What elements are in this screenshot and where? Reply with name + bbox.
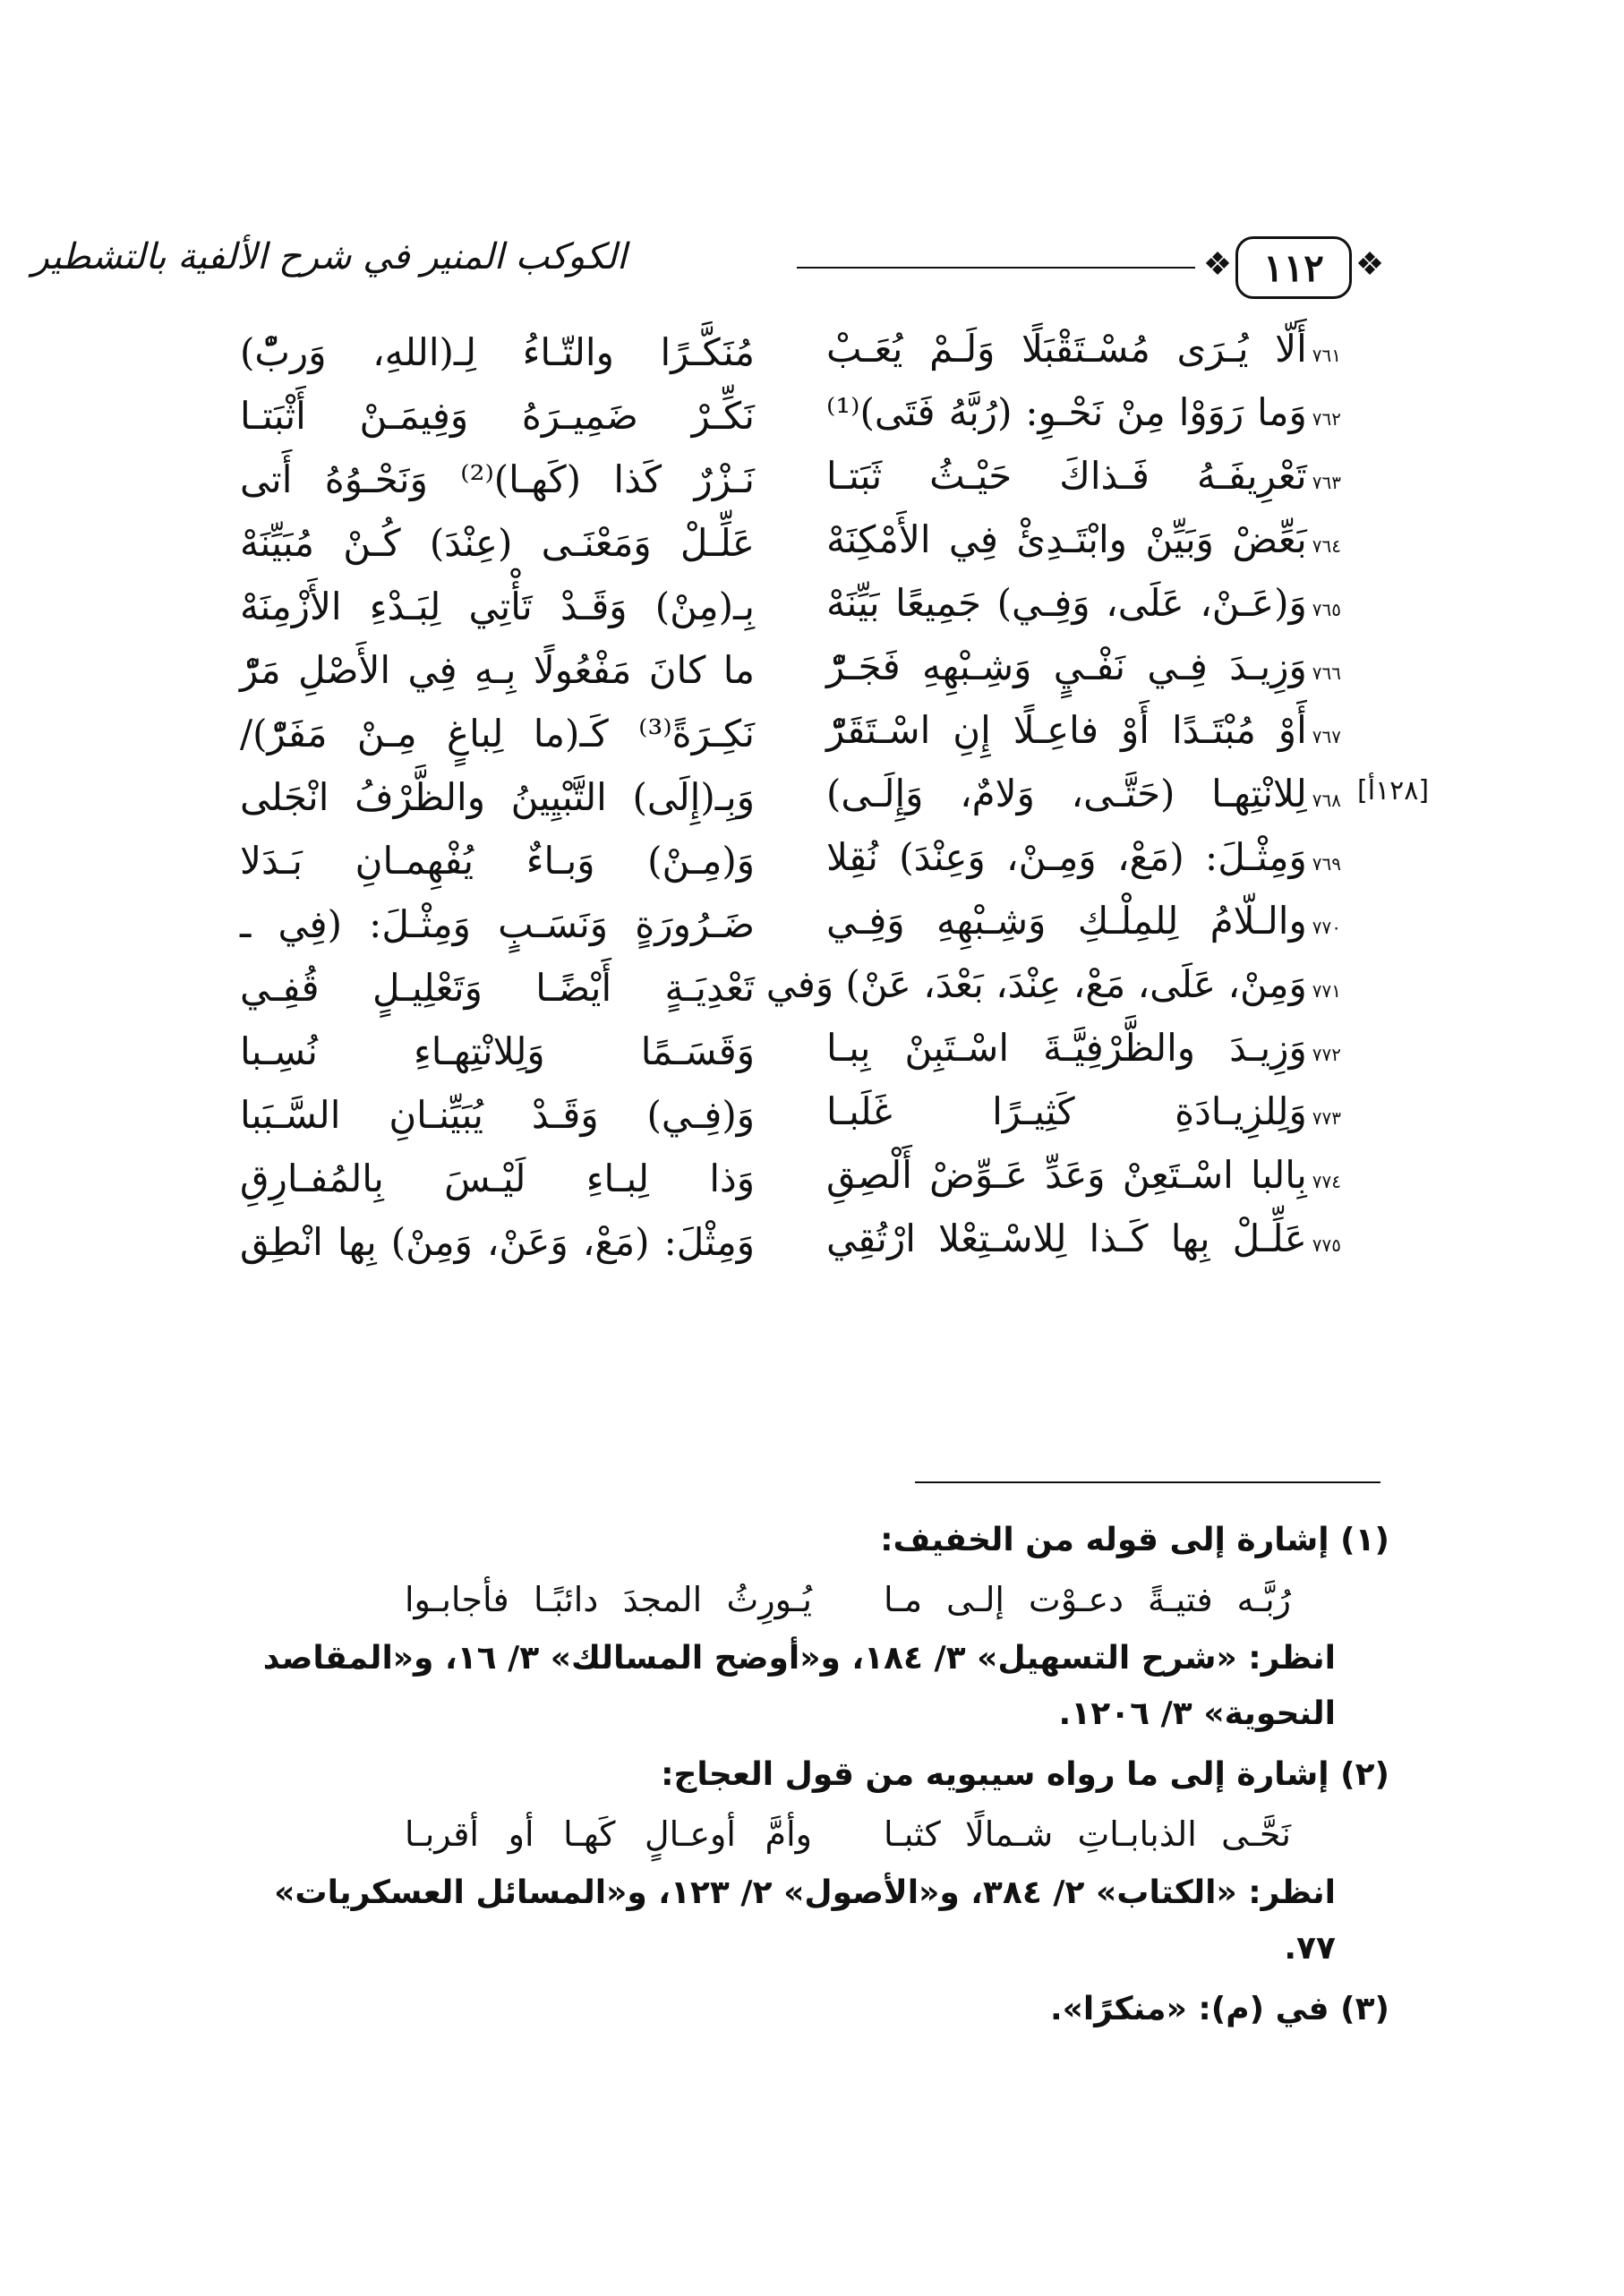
verse-number: ٧٧٤ [1312,1171,1341,1192]
verse-number: ٧٦١ [1312,345,1341,366]
verse-line [240,1147,1341,1210]
verse-second-hemistich: نَكِـرَةً⁽³⁾ كَـ(ما لِباغٍ مِـنْ مَفَرّْ)/ [240,711,755,755]
verse-second-hemistich: تَعْدِيَـةٍ أَيْضًـا وَتَعْلِيـلٍ قُفِـي [240,965,755,1010]
verse-second-hemistich: نَـزْرٌ كَذا (كَهـا)⁽²⁾ وَنَحْـوُهُ أَتى [240,457,755,501]
verse-second-hemistich: وَذا لِبـاءِ لَيْـسَ بِالمُفـارِقِ [240,1156,755,1200]
footnote-reference: انظر: «شرح التسهيل» ٣/ ١٨٤، و«أوضح المسالك» ٣/ ١٦، و«المقاصد النحوية» ٣/ ١٢٠٦. [262,1640,1336,1732]
manuscript-folio-note: [١٢٨أ] [1357,775,1430,807]
verse-first-hemistich [826,640,1341,700]
page-header [31,231,1388,303]
verse-first-hemistich [826,894,1341,954]
verse-number: ٧٦٩ [1312,853,1341,875]
verse-number: ٧٦٢ [1312,408,1341,430]
verse-first-text: وَلِلزِيـادَةِ كَثِيـرًا غَلَبـا [826,1089,1307,1133]
verse-first-hemistich [826,704,1341,764]
verse-first-hemistich [826,1148,1341,1208]
verse-first-hemistich [826,576,1341,636]
verse-line [240,448,1341,511]
footnote-heading: (٢) إشارة إلى ما رواه سيبويه من قول العجاج: [661,1756,1389,1793]
verse-number: ٧٦٣ [1312,472,1341,493]
footnote-verse-hemistich: رُبَّـه فتيـةً دعـوْت إلـى مـا [884,1580,1291,1619]
verse-number: ٧٦٧ [1312,726,1341,747]
verse-first-text: والـلّامُ لِلمِلْـكِ وَشِـبْهِهِ وَفِـي [826,899,1307,943]
verse-line [240,1020,1341,1083]
footnote-reference: انظر: «الكتاب» ٢/ ٣٨٤، و«الأصول» ٢/ ١٢٣، و«المسائل العسكريات» ٧٧. [274,1874,1336,1967]
verse-number: ٧٦٤ [1312,535,1341,557]
verse-line [240,575,1341,638]
verse-number: ٧٧٥ [1312,1234,1341,1256]
verse-first-text: لِلانْتِهـا (حَتَّـى، وَلامٌ، وَإِلَـى) [826,772,1307,815]
verse-number: ٧٧٠ [1312,917,1341,938]
verse-first-text: وَمِنْ، عَلَى، مَعْ، عِنْدَ، بَعْدَ، عَنْ) وَفي [765,962,1307,1006]
footnote-verse-hemistich: نَحَّـى الذبابـاتِ شـمالًا كثبـا [884,1814,1291,1854]
footnote-heading: (١) إشارة إلى قوله من الخفيف: [880,1522,1389,1558]
verse-second-hemistich: وَقَسَـمًا وَلِلانْتِهـاءِ نُسِـبا [240,1029,755,1073]
verse-line [240,384,1341,448]
verse-second-hemistich: نَكِّـرْ ضَمِيـرَهُ وَفِيمَـنْ أَثْبَتـا [240,393,755,438]
footnote-divider [915,1481,1380,1483]
book-title: الكوكب المنير في شرح الألفية بالتشطير [31,236,627,277]
verse-line [240,320,1341,384]
ornament-icon: ❖ [1202,246,1233,283]
footnotes [233,1513,1389,2043]
verse-second-hemistich: ما كانَ مَفْعُولًا بِـهِ فِي الأَصْلِ مَرّْ [240,647,755,692]
verse-number: ٧٦٦ [1312,662,1341,684]
verse-first-text: تَعْرِيفَـهُ فَـذاكَ حَيْـثُ ثَبَتـا [826,454,1307,498]
verse-second-hemistich: وَ(فِـي) وَقَـدْ يُبَيِّنـانِ السَّـبَبا [240,1092,755,1137]
verse-line [240,1210,1341,1274]
verse-second-hemistich: مُنَكَّـرًا والتّـاءُ لِـ(اللهِ، وَربّْ) [240,329,755,374]
verse-first-text: وَ(عَـنْ، عَلَى، وَفِـي) جَمِيعًا بَيِّنَهْ [826,581,1307,625]
verse-line [240,511,1341,575]
verse-second-hemistich: ضَـرُورَةٍ وَنَسَـبٍ وَمِثْـلَ: (فِي ـ [240,901,755,946]
verse-number: ٧٦٨ [1312,790,1341,811]
verse-first-hemistich [826,831,1341,891]
verse-first-text: بَعِّضْ وَبَيِّنْ وابْتَـدِئْ فِي الأَمْكِنَهْ [826,517,1307,561]
verse-first-text: وَزِيـدَ والظَّرْفِيَّـةَ اسْـتَبِنْ بِبـا [826,1026,1307,1070]
verse-number: ٧٧٢ [1312,1044,1341,1065]
verse-number: ٧٧١ [1312,980,1341,1002]
footnote-verse-hemistich: يُـورِثُ المجدَ دائبًـا فأجابـوا [405,1580,812,1619]
verse-line [240,638,1341,702]
verse-first-hemistich [826,767,1341,827]
footnote-verse-hemistich: وأمَّ أوعـالٍ كَهـا أو أقربـا [405,1814,812,1854]
footnote [233,1982,1389,2037]
footnote [233,1747,1389,1976]
footnote-heading: (٣) في (م): «منكرًا». [1049,1991,1389,2027]
verse-first-text: أَوْ مُبْتَـدًا أَوْ فاعِـلًا إِنِ اسْـتَقَرّْ [826,708,1307,752]
verse-first-hemistich [826,386,1341,446]
verse-first-text: أَلّا يُـرَى مُسْـتَقْبَلًا وَلَـمْ يُعَـبْ [826,327,1307,371]
verse-first-hemistich [826,1085,1341,1145]
footnote [233,1513,1389,1742]
ornament-icon: ❖ [1355,246,1385,283]
verse-first-hemistich [765,958,1341,1018]
verse-first-hemistich [826,513,1341,573]
page-number-badge [1200,236,1388,295]
header-divider [797,267,1195,269]
verse-line [240,1083,1341,1147]
verse-first-text: وَما رَوَوْا مِنْ نَحْـوِ: (رُبَّهُ فَتَى)⁽¹⁾ [826,390,1307,434]
verse-number: ٧٧٣ [1312,1107,1341,1129]
footnote-verse [233,1568,1389,1631]
verse-first-text: بِالبا اسْـتَعِنْ وَعَدِّ عَـوِّضْ أَلْصِقِ [826,1153,1307,1197]
page-number: ١١٢ [1235,236,1352,299]
verse-first-text: وَزِيـدَ فِـي نَفْـيٍ وَشِـبْهِهِ فَجَـرّْ [826,644,1307,688]
verse-number: ٧٦٥ [1312,599,1341,620]
verse-line [240,956,1341,1020]
verse-first-hemistich [826,449,1341,509]
verse-line [240,892,1341,956]
verse-second-hemistich: بِـ(مِنْ) وَقَـدْ تَأْتِي لِبَـدْءِ الأَزْمِنَهْ [240,584,755,628]
verse-first-hemistich [826,1021,1341,1081]
footnote-verse [233,1803,1389,1865]
verse-first-hemistich [826,1212,1341,1272]
verse-first-text: وَمِثْـلَ: (مَعْ، وَمِـنْ، وَعِنْدَ) نُقِلا [826,835,1307,879]
verse-line [240,702,1341,765]
verse-first-hemistich [826,322,1341,382]
verse-line [240,829,1341,892]
verse-second-hemistich: وَمِثْلَ: (مَعْ، وَعَنْ، وَمِنْ) بِها انْطِق [240,1219,755,1264]
verse-second-hemistich: وَ(مِـنْ) وَبـاءٌ يُفْهِمـانِ بَـدَلا [240,838,755,883]
verse-first-text: عَلِّـلْ بِها كَـذا لِلاسْـتِعْلا ارْتُقِي [826,1216,1307,1260]
verse-second-hemistich: عَلِّـلْ وَمَعْنَـى (عِنْدَ) كُـنْ مُبَيِّنَهْ [240,520,755,565]
poem-body [240,320,1341,1274]
verse-line [240,765,1341,829]
verse-second-hemistich: وَبِـ(إِلَى) التَّبْيِينُ والظَّرْفُ انْجَلى [240,774,755,819]
